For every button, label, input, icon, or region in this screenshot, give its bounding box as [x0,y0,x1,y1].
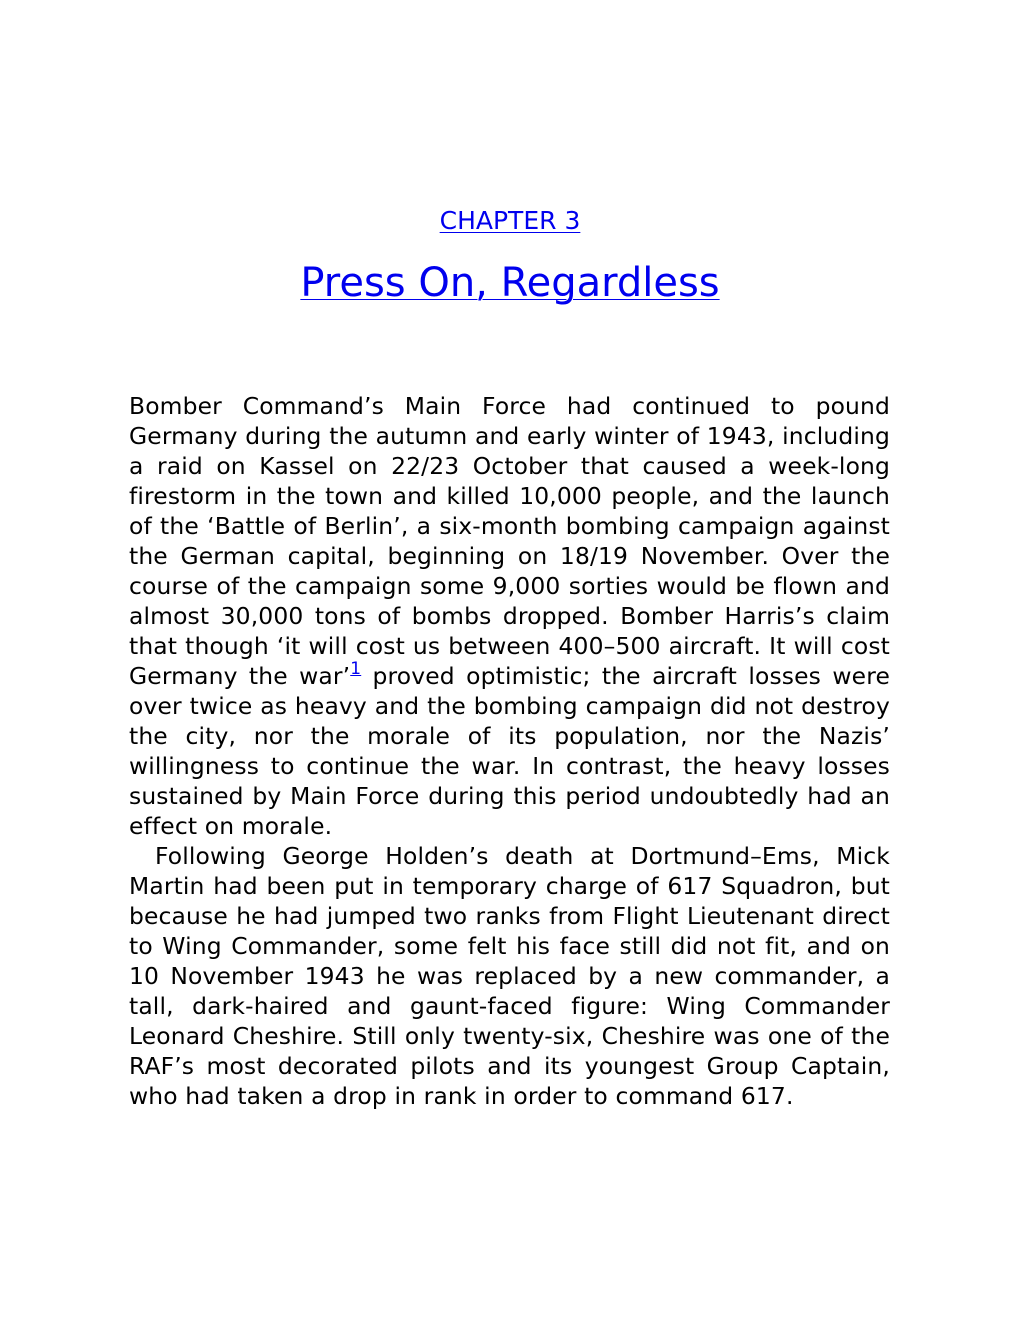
chapter-title [0,257,1020,309]
chapter-body [129,391,890,1111]
body-paragraph-1 [129,391,890,841]
footnote-reference-link[interactable]: 1 [350,659,362,679]
chapter-label [0,203,1020,239]
chapter-title-link[interactable]: Press On, Regardless [300,260,720,306]
chapter-number-link[interactable]: CHAPTER 3 [439,206,581,235]
paragraph-1-text: Bomber Command’s Main Force had continued to pound Germany during the autumn and early winter of 1943, including a raid on Kassel on 22/23 October that caused a week-long firestorm in the town and killed 10,000 people, and the launch of the ‘Battle of Berlin’, a six-month bombing campaign against the German capital, beginning on 18/19 November. Over the course of the campaign some 9,000 sorties would be flown and almost 30,000 tons of bombs dropped. Bomber Harris’s claim that though ‘it will cost us between 400–500 aircraft. It will cost Germany the war’ [129,392,890,690]
body-paragraph-2: Following George Holden’s death at Dortmund–Ems, Mick Martin had been put in temporary charge of 617 Squadron, but because he had jumped two ranks from Flight Lieutenant direct to Wing Commander, some felt his face still did not fit, and on 10 November 1943 he was replaced by a new commander, a tall, dark-haired and gaunt-faced figure: Wing Commander Leonard Cheshire. Still only twenty-six, Cheshire was one of the RAF’s most decorated pilots and its youngest Group Captain, who had taken a drop in rank in order to command 617. [129,842,890,1110]
paragraph-1-continuation: proved optimistic; the aircraft losses were over twice as heavy and the bombing campaign did not destroy the city, nor the morale of its population, nor the Nazis’ willingness to continue the war. In contrast, the heavy losses sustained by Main Force during this period undoubtedly had an effect on morale. [129,662,890,840]
